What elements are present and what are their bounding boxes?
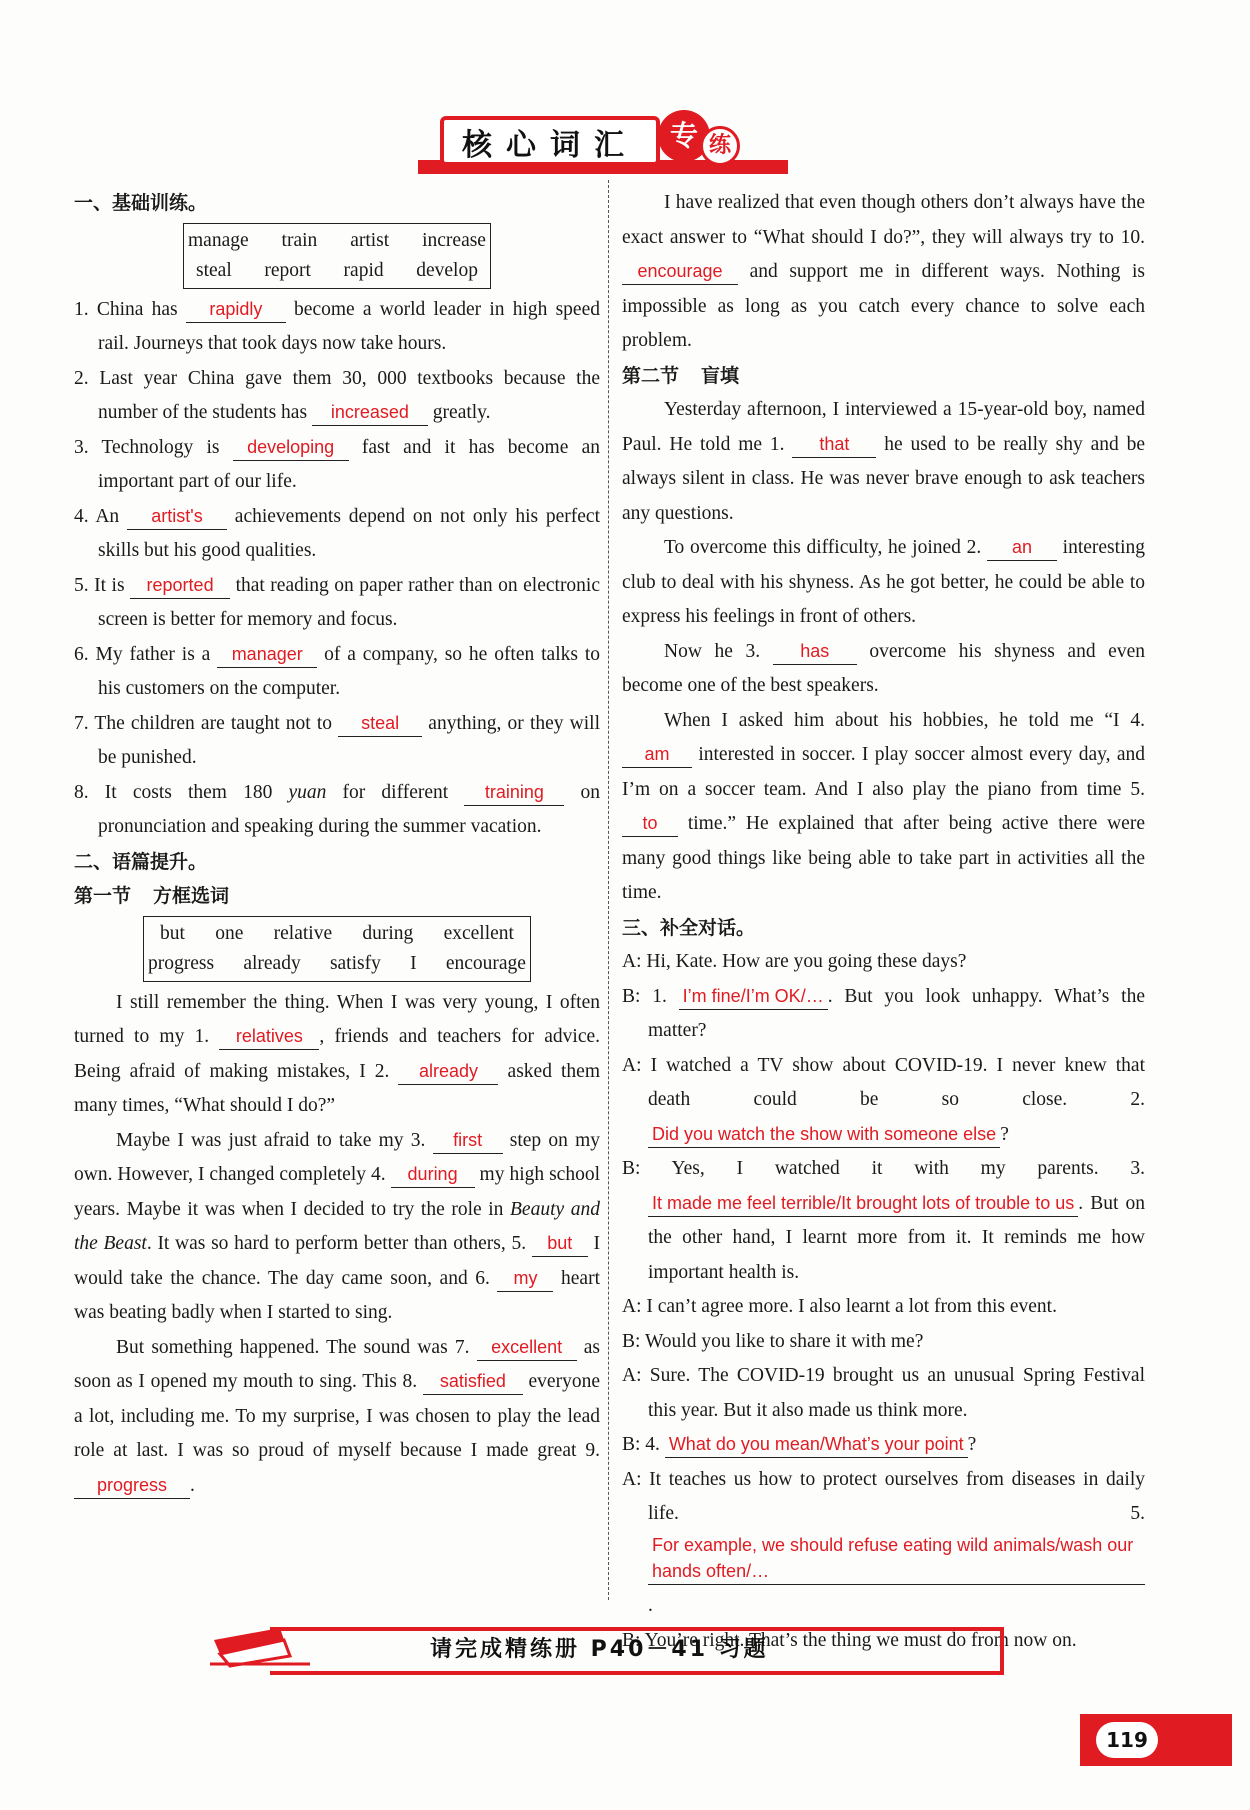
word: increase — [422, 229, 486, 251]
question-4: 4. An artist's achievements depend on not only his perfect skills but his good qualities. — [74, 500, 600, 569]
answer-blank[interactable]: rapidly — [186, 296, 286, 323]
right-column — [622, 186, 1145, 1658]
answer-blank[interactable]: to — [622, 810, 678, 837]
dialogue-line: B: 4. What do you mean/What’s your point ? — [622, 1428, 1145, 1463]
word: report — [264, 259, 311, 281]
answer-blank[interactable]: increased — [312, 399, 428, 426]
word: during — [362, 922, 414, 944]
answer-blank[interactable]: encourage — [622, 258, 738, 285]
passage2-paragraph2: To overcome this difficulty, he joined 2. an interesting club to deal with his shyness. As he got better, he could be able to express his feelings in front of others. — [622, 531, 1145, 635]
passage1-paragraph3: But something happened. The sound was 7. excellent as soon as I opened my mouth to sing. This 8. satisfied everyone a lot, including me. To my surprise, I was chosen to play the lead role at last. I was so proud of myself because I made great 9. progress . — [74, 1331, 600, 1504]
answer-blank[interactable]: satisfied — [423, 1368, 523, 1395]
answer-blank[interactable]: but — [532, 1230, 588, 1257]
dialogue-line: B: 1. I’m fine/I’m OK/… . But you look unhappy. What’s the matter? — [622, 980, 1145, 1049]
answer-blank[interactable]: Did you watch the show with someone else — [648, 1121, 1000, 1148]
column-divider — [608, 180, 609, 1600]
dialogue-line: B: Would you like to share it with me? — [622, 1330, 924, 1352]
word: steal — [196, 259, 232, 281]
passage1-paragraph2: Maybe I was just afraid to take my 3. first step on my own. However, I changed completely 4. during my high school years. Maybe it was when I decided to try the role in Beauty and the Beast. It was so hard to perform better than others, 5. but I would take the chance. The day came soon, and 6. my heart was beating badly when I started to sing. — [74, 1124, 600, 1331]
question-5: 5. It is reported that reading on paper rather than on electronic screen is better for memory and focus. — [74, 569, 600, 638]
answer-blank[interactable]: my — [497, 1265, 553, 1292]
answer-blank[interactable]: first — [433, 1127, 503, 1154]
word: one — [215, 922, 244, 944]
page-number: 119 — [1096, 1722, 1158, 1758]
question-3: 3. Technology is developing fast and it has become an important part of our life. — [74, 431, 600, 500]
dialogue-line: A: I can’t agree more. I also learnt a lot from this event. — [622, 1296, 1057, 1317]
banner-seal-lian: 练 — [700, 126, 740, 166]
question-7: 7. The children are taught not to steal anything, or they will be punished. — [74, 707, 600, 776]
word: I — [410, 952, 417, 974]
dialogue-line: B: You’re right. That’s the thing we must do from now on. — [622, 1629, 1077, 1651]
answer-blank[interactable]: that — [792, 431, 876, 458]
part1-heading: 一、基础训练。 — [74, 192, 208, 214]
answer-blank[interactable]: progress — [74, 1472, 190, 1499]
word: develop — [416, 259, 478, 281]
answer-blank[interactable]: already — [398, 1058, 498, 1085]
part2-word-box — [143, 916, 531, 982]
part1-word-box — [183, 223, 491, 289]
word: artist — [350, 229, 390, 251]
question-2: 2. Last year China gave them 30, 000 textbooks because the number of the students has increased greatly. — [74, 362, 600, 431]
question-6: 6. My father is a manager of a company, so he often talks to his customers on the computer. — [74, 638, 600, 707]
passage2-paragraph4: When I asked him about his hobbies, he told me “I 4. am interested in soccer. I play soccer almost every day, and I’m on a soccer team. And I also play the piano from time 5. to time.” He explained that after being active there were many good things like being able to take part in activities all the time. — [622, 709, 1145, 903]
word: rapid — [343, 259, 384, 281]
answer-blank[interactable]: am — [622, 741, 692, 768]
answer-blank[interactable]: training — [464, 779, 564, 806]
answer-blank[interactable]: developing — [233, 434, 349, 461]
answer-blank[interactable]: an — [987, 534, 1057, 561]
passage1-paragraph4: I have realized that even though others don’t always have the exact answer to “What should I do?”, they will always try to 10. encourage and support me in different ways. Nothing is impossible as long as you catch every chance to solve each problem. — [622, 192, 1145, 351]
banner-title: 核心词汇 — [462, 128, 638, 163]
part3-heading: 三、补全对话。 — [622, 916, 756, 939]
word: already — [243, 952, 301, 974]
banner-seal-zhuan: 专 — [658, 110, 710, 162]
answer-blank[interactable]: steal — [338, 710, 422, 737]
part2-section1-title: 第一节 方框选词 — [74, 885, 230, 907]
answer-blank[interactable]: relatives — [219, 1023, 319, 1050]
dialogue-line: B: Yes, I watched it with my parents. 3. It made me feel terrible/It brought lots of trouble to us . But on the other hand, I learnt more from it. It reminds me how important health is. — [622, 1158, 1145, 1283]
answer-blank[interactable]: reported — [130, 572, 230, 599]
word: relative — [273, 922, 333, 944]
answer-blank[interactable]: artist's — [127, 503, 227, 530]
passage1-paragraph1: I still remember the thing. When I was very young, I often turned to my 1. relatives , friends and teachers for advice. Being afraid of making mistakes, I 2. already asked them many times, “What should I do?” — [74, 991, 601, 1116]
section-banner — [418, 116, 788, 174]
word: progress — [148, 952, 215, 974]
part2-section2-title: 第二节 盲填 — [622, 364, 740, 387]
answer-blank[interactable]: has — [773, 638, 857, 665]
answer-blank[interactable]: For example, we should refuse eating wild animals/wash our hands often/… — [648, 1532, 1145, 1585]
dialogue-line: A: It teaches us how to protect ourselves from diseases in daily life. 5. For example, we should refuse eating wild animals/wash our hands often/…. — [622, 1468, 1145, 1616]
word: train — [281, 229, 318, 251]
passage2-paragraph3: Now he 3. has overcome his shyness and even become one of the best speakers. — [622, 635, 1145, 704]
answer-blank[interactable]: manager — [217, 641, 317, 668]
passage2-paragraph1: Yesterday afternoon, I interviewed a 15-year-old boy, named Paul. He told me 1. that he used to be really shy and be always silent in class. He was never brave enough to ask teachers any questions. — [622, 399, 1145, 524]
answer-blank[interactable]: It made me feel terrible/It brought lots of trouble to us — [648, 1190, 1078, 1217]
answer-blank[interactable]: during — [391, 1161, 475, 1188]
word: encourage — [445, 952, 526, 974]
word: manage — [188, 229, 249, 251]
dialogue-line: A: I watched a TV show about COVID-19. I never knew that death could be so close. 2. Did you watch the show with someone else ? — [622, 1049, 1145, 1153]
word: excellent — [443, 922, 514, 944]
word: but — [160, 922, 185, 944]
answer-blank[interactable]: excellent — [477, 1334, 577, 1361]
dialogue-line: A: Hi, Kate. How are you going these days? — [622, 951, 967, 972]
word: satisfy — [329, 952, 381, 974]
question-1: 1. China has rapidly become a world leader in high speed rail. Journeys that took days now take hours. — [74, 293, 600, 362]
footer-instruction: 请完成精练册 P40－41 习题 — [430, 1637, 769, 1662]
answer-blank[interactable]: What do you mean/What’s your point — [665, 1431, 968, 1458]
answer-blank[interactable]: I’m fine/I’m OK/… — [679, 983, 828, 1010]
part2-heading: 二、语篇提升。 — [74, 850, 208, 873]
question-8: 8. It costs them 180 yuan for different training on pronunciation and speaking during the summer vacation. — [74, 776, 600, 845]
dialogue-line: A: Sure. The COVID-19 brought us an unusual Spring Festival this year. But it also made us think more. — [622, 1365, 1145, 1421]
left-column — [74, 186, 600, 1503]
